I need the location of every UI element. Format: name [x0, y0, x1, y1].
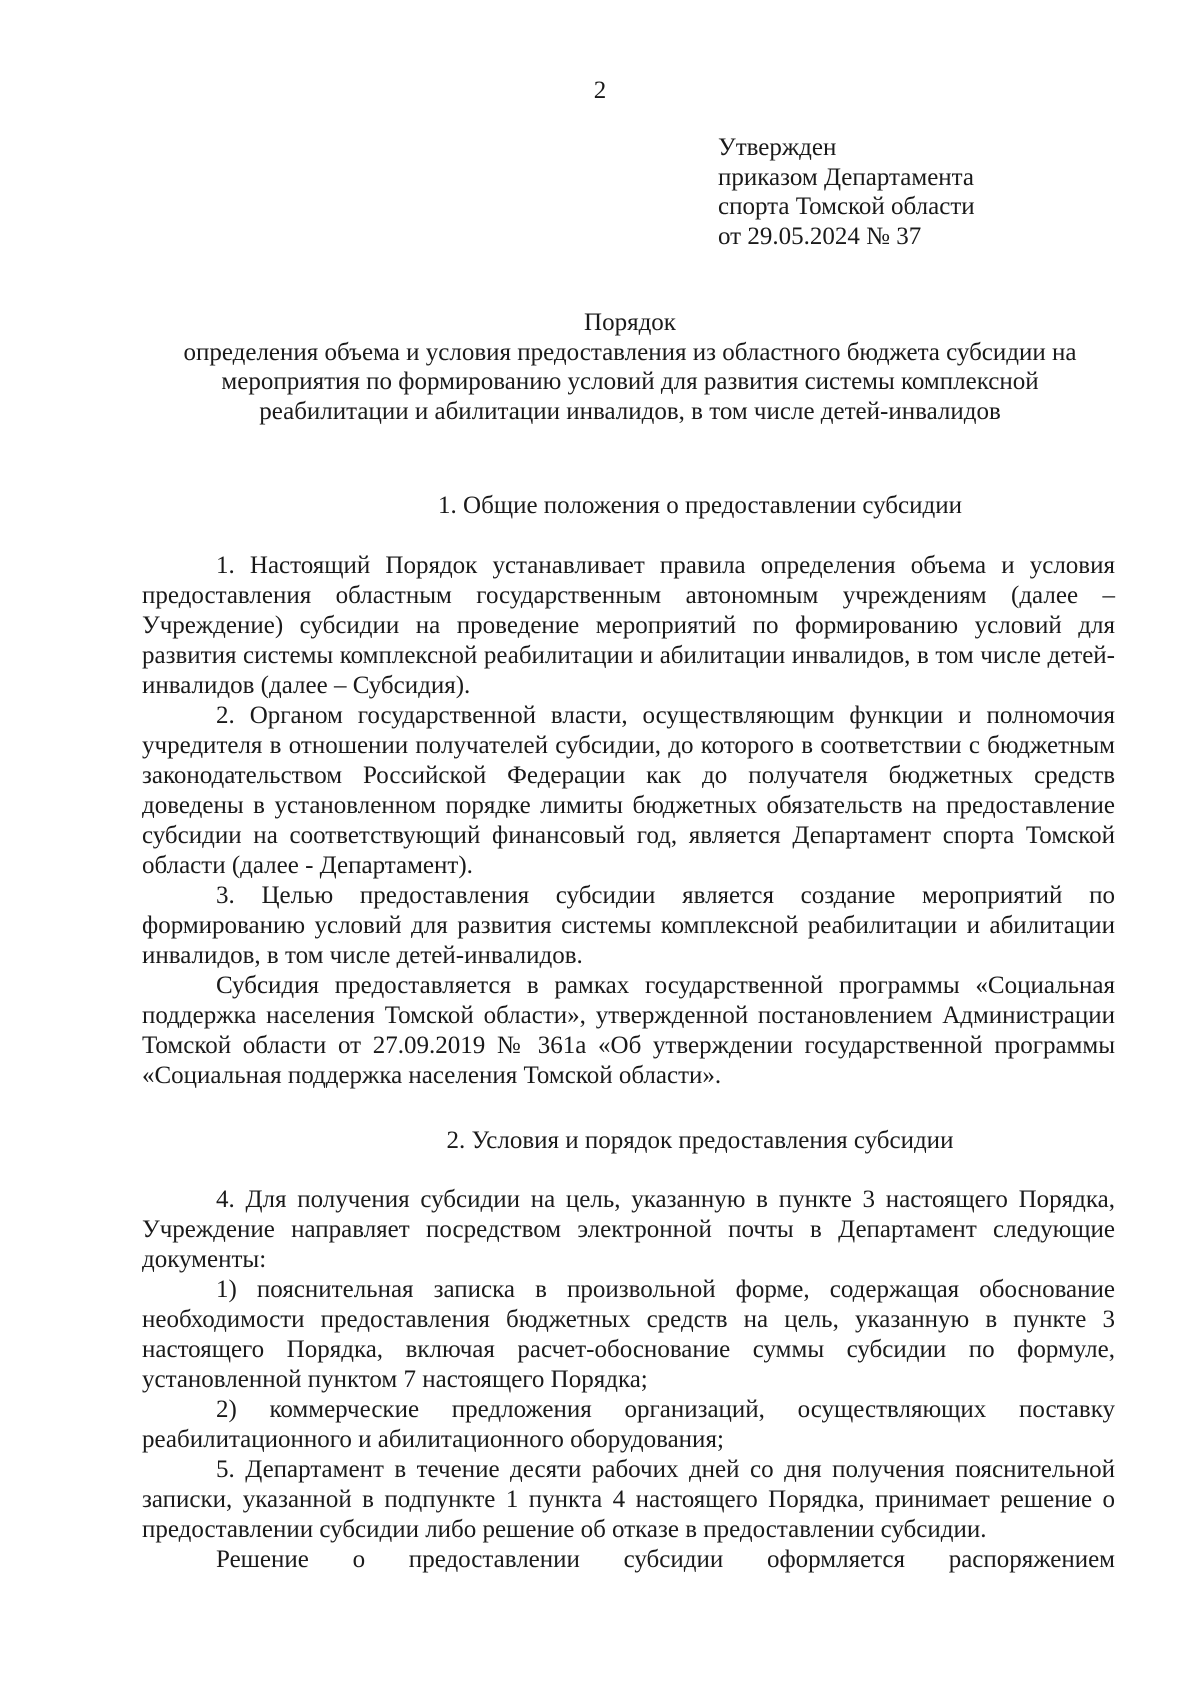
approval-date-number: от 29.05.2024 № 37 [718, 222, 922, 250]
paragraph: Решение о предоставлении субсидии оформляется распоряжением [216, 1546, 1115, 1573]
page-number: 2 [593, 77, 607, 104]
approval-stamp [718, 133, 1138, 251]
list-item: 1) пояснительная записка в произвольной форме, содержащая обоснование необходимости предоставления бюджетных средств на цель, указанную в пункте 3 настоящего Порядка, включая расчет-обоснование суммы субсидии по формуле, установленной пунктом 7 настоящего Порядка; [142, 1276, 1115, 1393]
paragraph: 2. Органом государственной власти, осуществляющим функции и полномочия учредителя в отношении получателей субсидии, до которого в соответствии с бюджетным законодательством Российской Федерации как до получателя бюджетных средств доведены в установленном порядке лимиты бюджетных обязательств на предоставление субсидии на соответствующий финансовый год, является Департамент спорта Томской области (далее - Департамент). [142, 702, 1115, 879]
section-heading: 1. Общие положения о предоставлении субсидии [438, 492, 962, 519]
paragraph: 3. Целью предоставления субсидии является создание мероприятий по формированию условий для развития системы комплексной реабилитации и абилитации инвалидов, в том числе детей-инвалидов. [142, 882, 1115, 969]
paragraph: 5. Департамент в течение десяти рабочих дней со дня получения пояснительной записки, указанной в подпункте 1 пункта 4 настоящего Порядка, принимает решение о предоставлении субсидии либо решение об отказе в предоставлении субсидии. [142, 1456, 1115, 1543]
title-line: определения объема и условия предоставления из областного бюджета субсидии на [183, 338, 1077, 366]
list-item: 2) коммерческие предложения организаций, осуществляющих поставку реабилитационного и абилитационного оборудования; [142, 1396, 1115, 1453]
title-line: Порядок [584, 309, 676, 336]
paragraph: Субсидия предоставляется в рамках государственной программы «Социальная поддержка населения Томской области», утвержденной постановлением Администрации Томской области от 27.09.2019 № 361а «Об утверждении государственной программы «Социальная поддержка населения Томской области». [142, 972, 1115, 1089]
section-body [142, 551, 1115, 1091]
paragraph: 1. Настоящий Порядок устанавливает правила определения объема и условия предоставления областным государственным автономным учреждениям (далее – Учреждение) субсидии на проведение мероприятий по формированию условий для развития системы комплексной реабилитации и абилитации инвалидов, в том числе детей-инвалидов (далее – Субсидия). [142, 552, 1115, 699]
document-title [140, 308, 1120, 426]
section-body [142, 1185, 1115, 1575]
paragraph: 4. Для получения субсидии на цель, указанную в пункте 3 настоящего Порядка, Учреждение направляет посредством электронной почты в Департамент следующие документы: [142, 1186, 1115, 1273]
title-line: мероприятия по формированию условий для развития системы комплексной [221, 368, 1039, 395]
section-heading: 2. Условия и порядок предоставления субсидии [446, 1127, 954, 1154]
title-line: реабилитации и абилитации инвалидов, в том числе детей-инвалидов [259, 397, 1001, 425]
approval-line: Утвержден [718, 134, 837, 161]
approval-line: спорта Томской области [718, 193, 975, 220]
approval-line: приказом Департамента [718, 163, 974, 191]
